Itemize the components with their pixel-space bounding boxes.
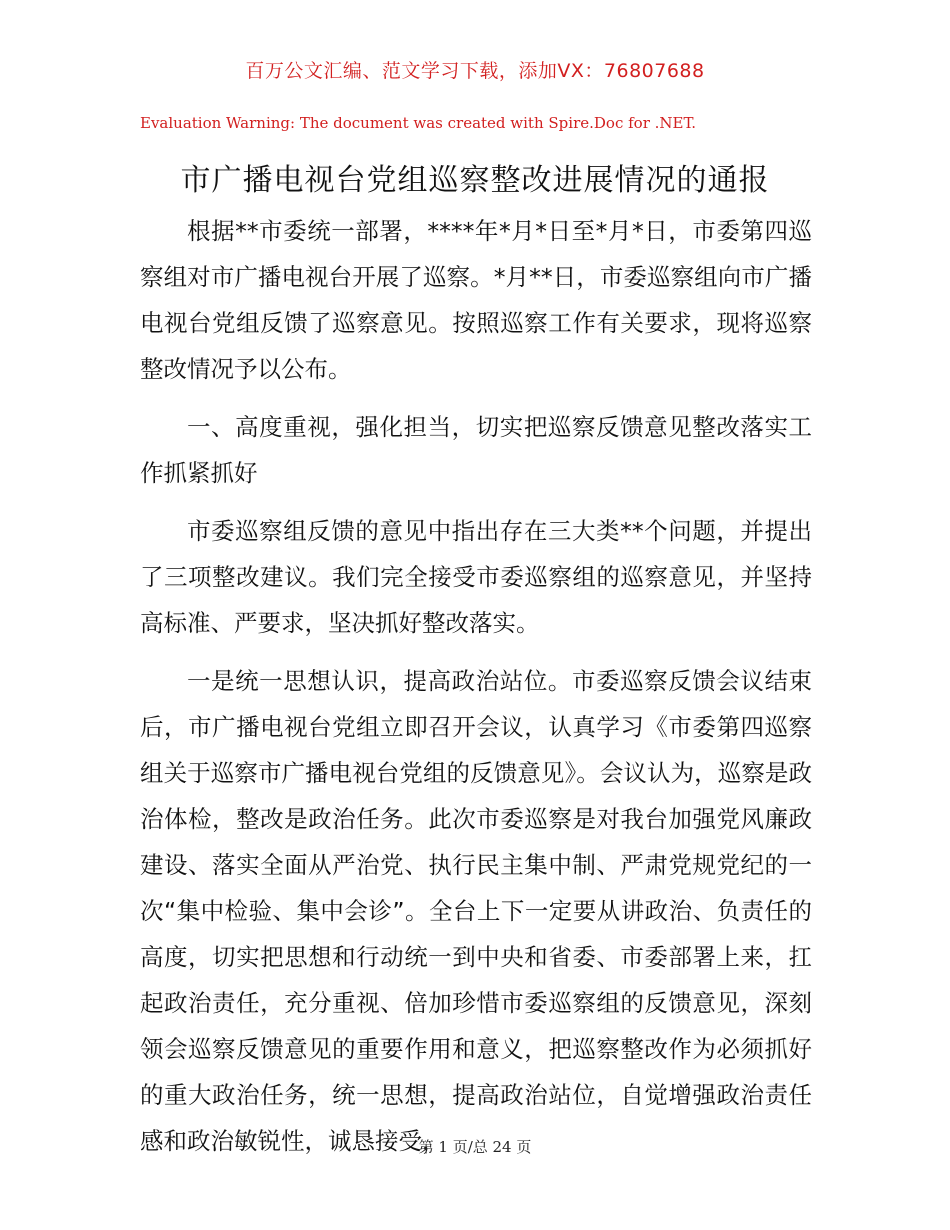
document-body bbox=[140, 208, 812, 1176]
evaluation-warning: Evaluation Warning: The document was created with Spire.Doc for .NET. bbox=[140, 114, 697, 132]
page-indicator: 第 1 页/总 24 页 bbox=[418, 1138, 532, 1156]
paragraph: 市委巡察组反馈的意见中指出存在三大类**个问题，并提出了三项整改建议。我们完全接受市委巡察组的巡察意见，并坚持高标准、严要求，坚决抓好整改落实。 bbox=[140, 517, 812, 637]
section-heading: 一、高度重视，强化担当，切实把巡察反馈意见整改落实工作抓紧抓好 bbox=[140, 413, 812, 487]
promo-banner: 百万公文汇编、范文学习下载，添加VX：76807688 bbox=[245, 60, 705, 82]
document-title: 市广播电视台党组巡察整改进展情况的通报 bbox=[180, 163, 770, 198]
paragraph: 一是统一思想认识，提高政治站位。市委巡察反馈会议结束后，市广播电视台党组立即召开会议，认真学习《市委第四巡察组关于巡察市广播电视台党组的反馈意见》。会议认为，巡察是政治体检，整改是政治任务。此次市委巡察是对我台加强党风廉政建设、落实全面从严治党、执行民主集中制、严肃党规党纪的一次“集中检验、集中会诊”。全台上下一定要从讲政治、负责任的高度，切实把思想和行动统一到中央和省委、市委部署上来，扛起政治责任，充分重视、倍加珍惜市委巡察组的反馈意见，深刻领会巡察反馈意见的重要作用和意义，把巡察整改作为必须抓好的重大政治任务，统一思想，提高政治站位，自觉增强政治责任感和政治敏锐性，诚恳接受， bbox=[140, 667, 812, 1155]
paragraph: 根据**市委统一部署，****年*月*日至*月*日，市委第四巡察组对市广播电视台开展了巡察。*月**日，市委巡察组向市广播电视台党组反馈了巡察意见。按照巡察工作有关要求，现将巡察整改情况予以公布。 bbox=[140, 217, 812, 383]
